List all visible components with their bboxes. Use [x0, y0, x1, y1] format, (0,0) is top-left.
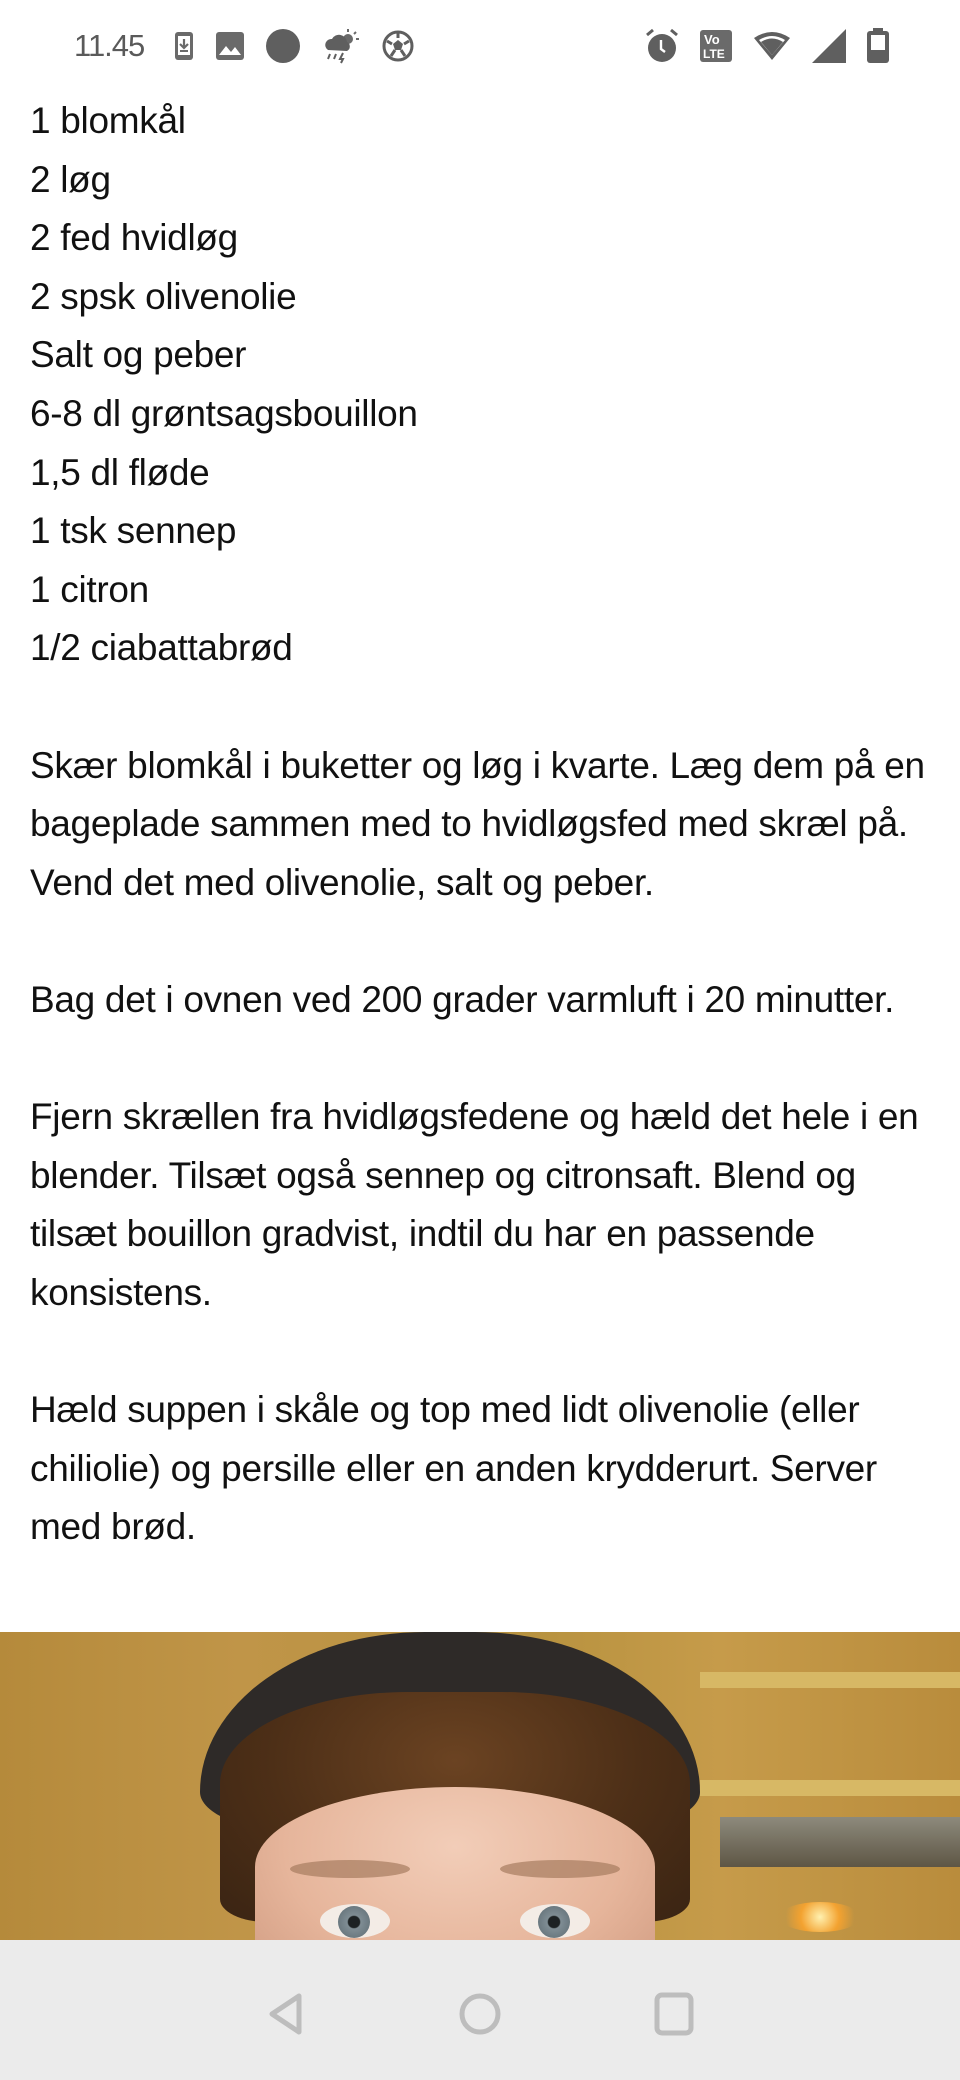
status-bar — [0, 0, 960, 92]
ingredient-list — [30, 92, 940, 678]
ingredient-item: 2 fed hvidløg — [30, 217, 238, 259]
battery-icon — [866, 28, 890, 64]
weather-storm-icon — [322, 28, 360, 64]
home-button[interactable] — [458, 1992, 502, 2036]
volte-icon — [700, 30, 732, 62]
recents-square-icon — [654, 1992, 694, 2036]
back-triangle-icon — [266, 1992, 306, 2036]
step-paragraph: Hæld suppen i skåle og top med lidt olivenolie (eller chiliolie) og persille eller en anden krydderurt. Server med brød. — [30, 1389, 877, 1548]
filled-circle-icon — [266, 29, 300, 63]
svg-text:Vo: Vo — [704, 32, 720, 47]
step-paragraph: Fjern skrællen fra hvidløgsfedene og hæld det hele i en blender. Tilsæt også sennep og citronsaft. Blend og tilsæt bouillon gradvist, indtil du har en passende konsistens. — [30, 1096, 919, 1313]
system-nav-bar — [0, 1940, 960, 2080]
author-photo — [0, 1632, 960, 1940]
recipe-article — [30, 92, 940, 1557]
photo-shelf — [700, 1780, 960, 1796]
step-paragraph: Skær blomkål i buketter og løg i kvarte. Læg dem på en bageplade sammen med to hvidløgsfed med skræl på. Vend det med olivenolie, salt og peber. — [30, 744, 925, 903]
photo-shelf — [700, 1672, 960, 1688]
soccer-ball-icon — [382, 30, 414, 62]
step-paragraph: Bag det i ovnen ved 200 grader varmluft i 20 minutter. — [30, 978, 895, 1020]
ingredient-item: 2 spsk olivenolie — [30, 275, 297, 317]
back-button[interactable] — [264, 1992, 308, 2036]
ingredient-item: 1 tsk sennep — [30, 510, 237, 552]
ingredient-item: 2 løg — [30, 158, 111, 200]
system-icons — [644, 0, 890, 92]
home-circle-icon — [458, 1992, 502, 2036]
photo-eye — [320, 1904, 390, 1938]
ingredient-item: 6-8 dl grøntsagsbouillon — [30, 392, 418, 434]
notification-icons — [174, 28, 414, 64]
ingredient-item: 1/2 ciabattabrød — [30, 627, 293, 669]
svg-text:LTE: LTE — [703, 47, 725, 61]
ingredient-item: 1 blomkål — [30, 100, 186, 141]
ingredient-item: 1 citron — [30, 568, 149, 610]
download-to-device-icon — [174, 31, 194, 61]
image-icon — [216, 32, 244, 60]
photo-brow — [500, 1860, 620, 1878]
status-time: 11.45 — [74, 28, 145, 63]
alarm-icon — [644, 28, 680, 64]
photo-range-hood — [720, 1817, 960, 1867]
wifi-icon — [752, 30, 792, 62]
ingredient-item: 1,5 dl fløde — [30, 451, 210, 493]
photo-lamp — [780, 1902, 860, 1932]
photo-eye — [520, 1904, 590, 1938]
recents-button[interactable] — [652, 1992, 696, 2036]
ingredient-item: Salt og peber — [30, 334, 247, 376]
photo-brow — [290, 1860, 410, 1878]
cell-signal-icon — [812, 29, 846, 63]
